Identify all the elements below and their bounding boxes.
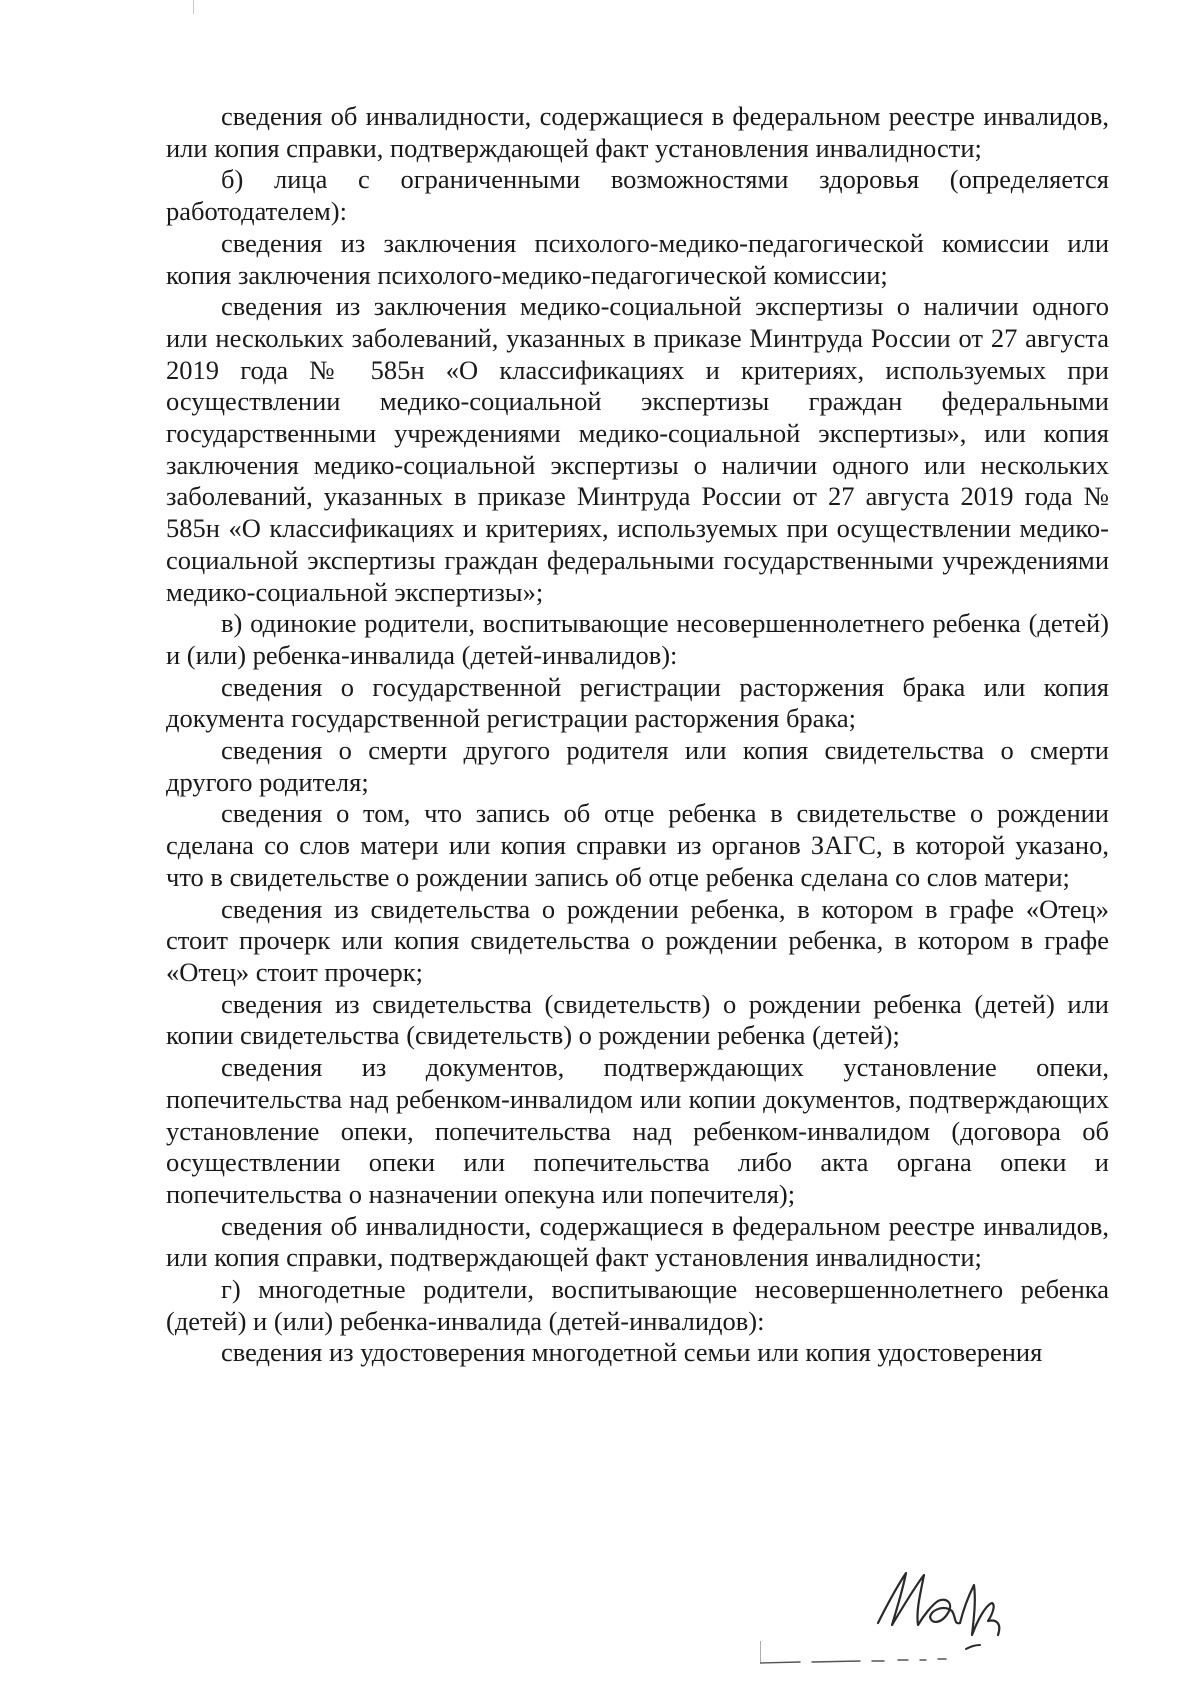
- paragraph: г) многодетные родители, воспитывающие несовершеннолетнего ребенка (детей) и (или) ребенка-инвалида (детей-инвалидов):: [166, 1274, 1109, 1336]
- paragraph: сведения из свидетельства (свидетельств) о рождении ребенка (детей) или копии свидетельства (свидетельств) о рождении ребенка (детей);: [166, 988, 1109, 1051]
- handwritten-signature: [760, 1545, 1060, 1685]
- paragraph: сведения о том, что запись об отце ребенка в свидетельстве о рождении сделана со слов матери или копия справки из органов ЗАГС, в которой указано, что в свидетельстве о рождении запись об отце ребенка сделана со слов матери;: [166, 798, 1109, 892]
- scan-edge-mark: [193, 0, 194, 14]
- paragraph: сведения о государственной регистрации расторжения брака или копия документа государственной регистрации расторжения брака;: [166, 671, 1109, 734]
- paragraph: б) лица с ограниченными возможностями здоровья (определяется работодателем):: [166, 164, 1109, 227]
- paragraph: сведения из свидетельства о рождении ребенка, в котором в графе «Отец» стоит прочерк или копия свидетельства о рождении ребенка, в котором в графе «Отец» стоит прочерк;: [166, 893, 1109, 987]
- document-body: [166, 101, 1109, 1369]
- paragraph: сведения из заключения психолого-медико-педагогической комиссии или копия заключения психолого-медико-педагогической комиссии;: [166, 227, 1109, 290]
- paragraph: сведения из заключения медико-социальной экспертизы о наличии одного или нескольких заболеваний, указанных в приказе Минтруда России от 27 августа 2019 года № 585н «О классификациях и критериях, используемых при осуществлении медико-социальной экспертизы граждан федеральными государственными учреждениями медико-социальной экспертизы», или копия заключения медико-социальной экспертизы о наличии одного или нескольких заболеваний, указанных в приказе Минтруда России от 27 августа 2019 года № 585н «О классификациях и критериях, используемых при осуществлении медико-социальной экспертизы граждан федеральными государственными учреждениями медико-социальной экспертизы»;: [166, 291, 1109, 607]
- paragraph: сведения из удостоверения многодетной семьи или копия удостоверения: [221, 1337, 1043, 1368]
- paragraph: сведения об инвалидности, содержащиеся в федеральном реестре инвалидов, или копия справки, подтверждающей факт установления инвалидности;: [166, 101, 1109, 163]
- paragraph: сведения об инвалидности, содержащиеся в федеральном реестре инвалидов, или копия справки, подтверждающей факт установления инвалидности;: [166, 1210, 1109, 1273]
- paragraph: сведения о смерти другого родителя или копия свидетельства о смерти другого родителя;: [166, 735, 1109, 797]
- paragraph: сведения из документов, подтверждающих установление опеки, попечительства над ребенком-инвалидом или копии документов, подтверждающих установление опеки, попечительства над ребенком-инвалидом (договора об осуществлении опеки или попечительства либо акта органа опеки и попечительства о назначении опекуна или попечителя);: [166, 1052, 1109, 1209]
- paragraph: в) одинокие родители, воспитывающие несовершеннолетнего ребенка (детей) и (или) ребенка-инвалида (детей-инвалидов):: [166, 608, 1109, 670]
